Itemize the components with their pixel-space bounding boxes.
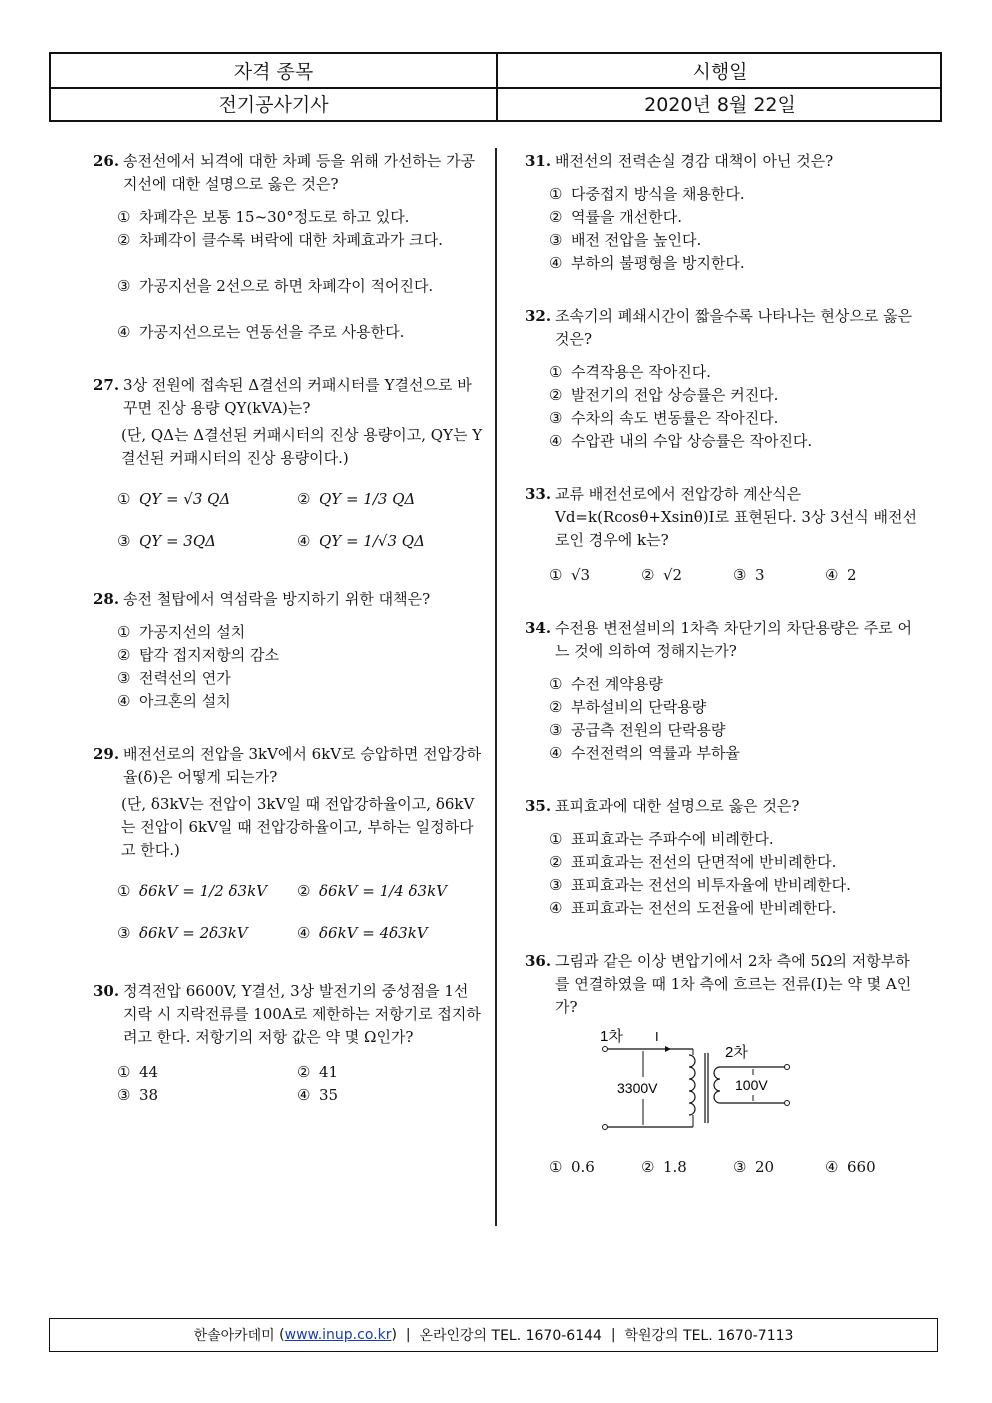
question-text: 3상 전원에 접속된 Δ결선의 커패시터를 Y결선으로 바꾸면 진상 용량 QY(kVA)는?	[123, 376, 472, 417]
option-3[interactable]: ③ 20	[733, 1158, 775, 1176]
secondary-voltage: 100V	[735, 1077, 768, 1093]
option-4[interactable]: ④ QY = 1/√3 QΔ	[297, 531, 425, 550]
question-number: 32.	[525, 307, 552, 325]
online-phone: 온라인강의 TEL. 1670-6144	[419, 1328, 602, 1344]
option-2[interactable]: ② 차폐각이 클수록 벼락에 대한 차폐효과가 크다.	[117, 231, 443, 249]
option-1[interactable]: ① δ6kV = 1/2 δ3kV	[117, 881, 268, 900]
option-3[interactable]: ③ 공급측 전원의 단락용량	[549, 721, 726, 739]
question-number: 34.	[525, 619, 552, 637]
question-29	[93, 743, 483, 950]
date-label: 시행일	[692, 61, 748, 83]
option-1[interactable]: ① 가공지선의 설치	[117, 623, 246, 641]
question-condition: (단, QΔ는 Δ결선된 커패시터의 진상 용량이고, QY는 Y결선된 커패시터의 진상 용량이다.)	[121, 426, 483, 467]
option-3[interactable]: ③ 38	[117, 1086, 159, 1104]
question-36	[525, 950, 920, 1179]
current-label: I	[655, 1029, 659, 1044]
footer: 한솔아카데미 ( www.inup.co.kr ) | 온라인강의 TEL. 1670-6144 | 학원강의 TEL. 1670-7113	[49, 1318, 938, 1352]
question-27	[93, 374, 483, 558]
question-31	[525, 150, 920, 275]
question-text: 조속기의 폐쇄시간이 짧을수록 나타나는 현상으로 옳은 것은?	[555, 307, 913, 348]
option-3[interactable]: ③ 가공지선을 2선으로 하면 차폐각이 적어진다.	[117, 277, 434, 295]
question-30	[93, 980, 483, 1107]
question-33	[525, 483, 920, 587]
question-number: 36.	[525, 952, 552, 970]
option-2[interactable]: ② QY = 1/3 QΔ	[297, 489, 416, 508]
academy-name: 한솔아카데미	[193, 1328, 275, 1344]
option-4[interactable]: ④ 아크혼의 설치	[117, 692, 231, 710]
option-1[interactable]: ① √3	[549, 566, 591, 584]
question-28	[93, 588, 483, 713]
option-2[interactable]: ② 표피효과는 전선의 단면적에 반비례한다.	[549, 853, 837, 871]
question-number: 26.	[93, 152, 120, 170]
question-number: 29.	[93, 745, 120, 763]
question-35	[525, 795, 920, 920]
secondary-label: 2차	[725, 1044, 748, 1061]
option-3[interactable]: ③ 배전 전압을 높인다.	[549, 231, 702, 249]
question-32	[525, 305, 920, 453]
option-1[interactable]: ① 수격작용은 작아진다.	[549, 363, 711, 381]
option-2[interactable]: ② 탑각 접지저항의 감소	[117, 646, 279, 664]
option-1[interactable]: ① 표피효과는 주파수에 비례한다.	[549, 830, 774, 848]
option-3[interactable]: ③ 3	[733, 566, 765, 584]
option-2[interactable]: ② 41	[297, 1063, 339, 1081]
option-2[interactable]: ② √2	[641, 566, 683, 584]
question-text: 정격전압 6600V, Y결선, 3상 발전기의 중성점을 1선 지락 시 지락전류를 100A로 제한하는 저항기로 접지하려고 한다. 저항기의 저항 값은 약 몇 Ω인가?	[123, 982, 481, 1046]
transformer-diagram	[595, 1027, 795, 1137]
question-text: 송전선에서 뇌격에 대한 차폐 등을 위해 가선하는 가공지선에 대한 설명으로 옳은 것은?	[123, 152, 476, 193]
subject-label: 자격 종목	[51, 54, 498, 87]
date-value: 2020년 8월 22일	[644, 94, 796, 116]
question-number: 31.	[525, 152, 552, 170]
question-text: 배전선의 전력손실 경감 대책이 아닌 것은?	[555, 152, 834, 170]
option-3[interactable]: ③ QY = 3QΔ	[117, 531, 216, 550]
option-2[interactable]: ② 1.8	[641, 1158, 687, 1176]
column-divider	[495, 148, 497, 1226]
question-text: 표피효과에 대한 설명으로 옳은 것은?	[555, 797, 800, 815]
question-number: 27.	[93, 376, 120, 394]
question-number: 30.	[93, 982, 120, 1000]
option-2[interactable]: ② δ6kV = 1/4 δ3kV	[297, 881, 448, 900]
question-number: 33.	[525, 485, 552, 503]
option-4[interactable]: ④ 수전전력의 역률과 부하율	[549, 744, 740, 762]
option-4[interactable]: ④ 2	[825, 566, 857, 584]
option-1[interactable]: ① 다중접지 방식을 채용한다.	[549, 185, 745, 203]
option-4[interactable]: ④ 660	[825, 1158, 876, 1176]
subject-value: 전기공사기사	[51, 87, 498, 120]
option-1[interactable]: ① 0.6	[549, 1158, 595, 1176]
option-4[interactable]: ④ 표피효과는 전선의 도전율에 반비례한다.	[549, 899, 837, 917]
header-table	[49, 52, 942, 122]
option-1[interactable]: ① QY = √3 QΔ	[117, 489, 231, 508]
academy-link[interactable]: www.inup.co.kr	[284, 1327, 392, 1343]
option-4[interactable]: ④ δ6kV = 4δ3kV	[297, 923, 428, 942]
offline-phone: 학원강의 TEL. 1670-7113	[624, 1328, 794, 1344]
question-text: 교류 배전선로에서 전압강하 계산식은 Vd=k(Rcosθ+Xsinθ)I로 표현된다. 3상 3선식 배전선로인 경우에 k는?	[555, 485, 917, 549]
right-column	[525, 150, 920, 1209]
question-condition: (단, δ3kV는 전압이 3kV일 때 전압강하율이고, δ6kV는 전압이 6kV일 때 전압강하율이고, 부하는 일정하다고 한다.)	[121, 795, 475, 859]
option-3[interactable]: ③ δ6kV = 2δ3kV	[117, 923, 248, 942]
option-2[interactable]: ② 발전기의 전압 상승률은 커진다.	[549, 386, 779, 404]
primary-label: 1차	[600, 1028, 623, 1045]
option-4[interactable]: ④ 부하의 불평형을 방지한다.	[549, 254, 745, 272]
option-3[interactable]: ③ 수차의 속도 변동률은 작아진다.	[549, 409, 779, 427]
left-column	[93, 150, 483, 1137]
question-text: 배전선로의 전압을 3kV에서 6kV로 승압하면 전압강하율(δ)은 어떻게 되는가?	[123, 745, 482, 786]
question-text: 수전용 변전설비의 1차측 차단기의 차단용량은 주로 어느 것에 의하여 정해지는가?	[555, 619, 912, 660]
question-text: 송전 철탑에서 역섬락을 방지하기 위한 대책은?	[123, 590, 431, 608]
option-1[interactable]: ① 차폐각은 보통 15~30°정도로 하고 있다.	[117, 208, 410, 226]
question-number: 28.	[93, 590, 120, 608]
option-4[interactable]: ④ 35	[297, 1086, 339, 1104]
option-3[interactable]: ③ 표피효과는 전선의 비투자율에 반비례한다.	[549, 876, 851, 894]
primary-voltage: 3300V	[617, 1080, 658, 1096]
question-text: 그림과 같은 이상 변압기에서 2차 측에 5Ω의 저항부하를 연결하였을 때 1차 측에 흐르는 전류(I)는 약 몇 A인가?	[555, 952, 912, 1016]
option-3[interactable]: ③ 전력선의 연가	[117, 669, 231, 687]
option-1[interactable]: ① 수전 계약용량	[549, 675, 663, 693]
option-4[interactable]: ④ 수압관 내의 수압 상승률은 작아진다.	[549, 432, 813, 450]
question-26	[93, 150, 483, 344]
question-34	[525, 617, 920, 765]
option-2[interactable]: ② 역률을 개선한다.	[549, 208, 682, 226]
question-number: 35.	[525, 797, 552, 815]
option-2[interactable]: ② 부하설비의 단락용량	[549, 698, 707, 716]
option-1[interactable]: ① 44	[117, 1063, 159, 1081]
option-4[interactable]: ④ 가공지선으로는 연동선을 주로 사용한다.	[117, 323, 405, 341]
